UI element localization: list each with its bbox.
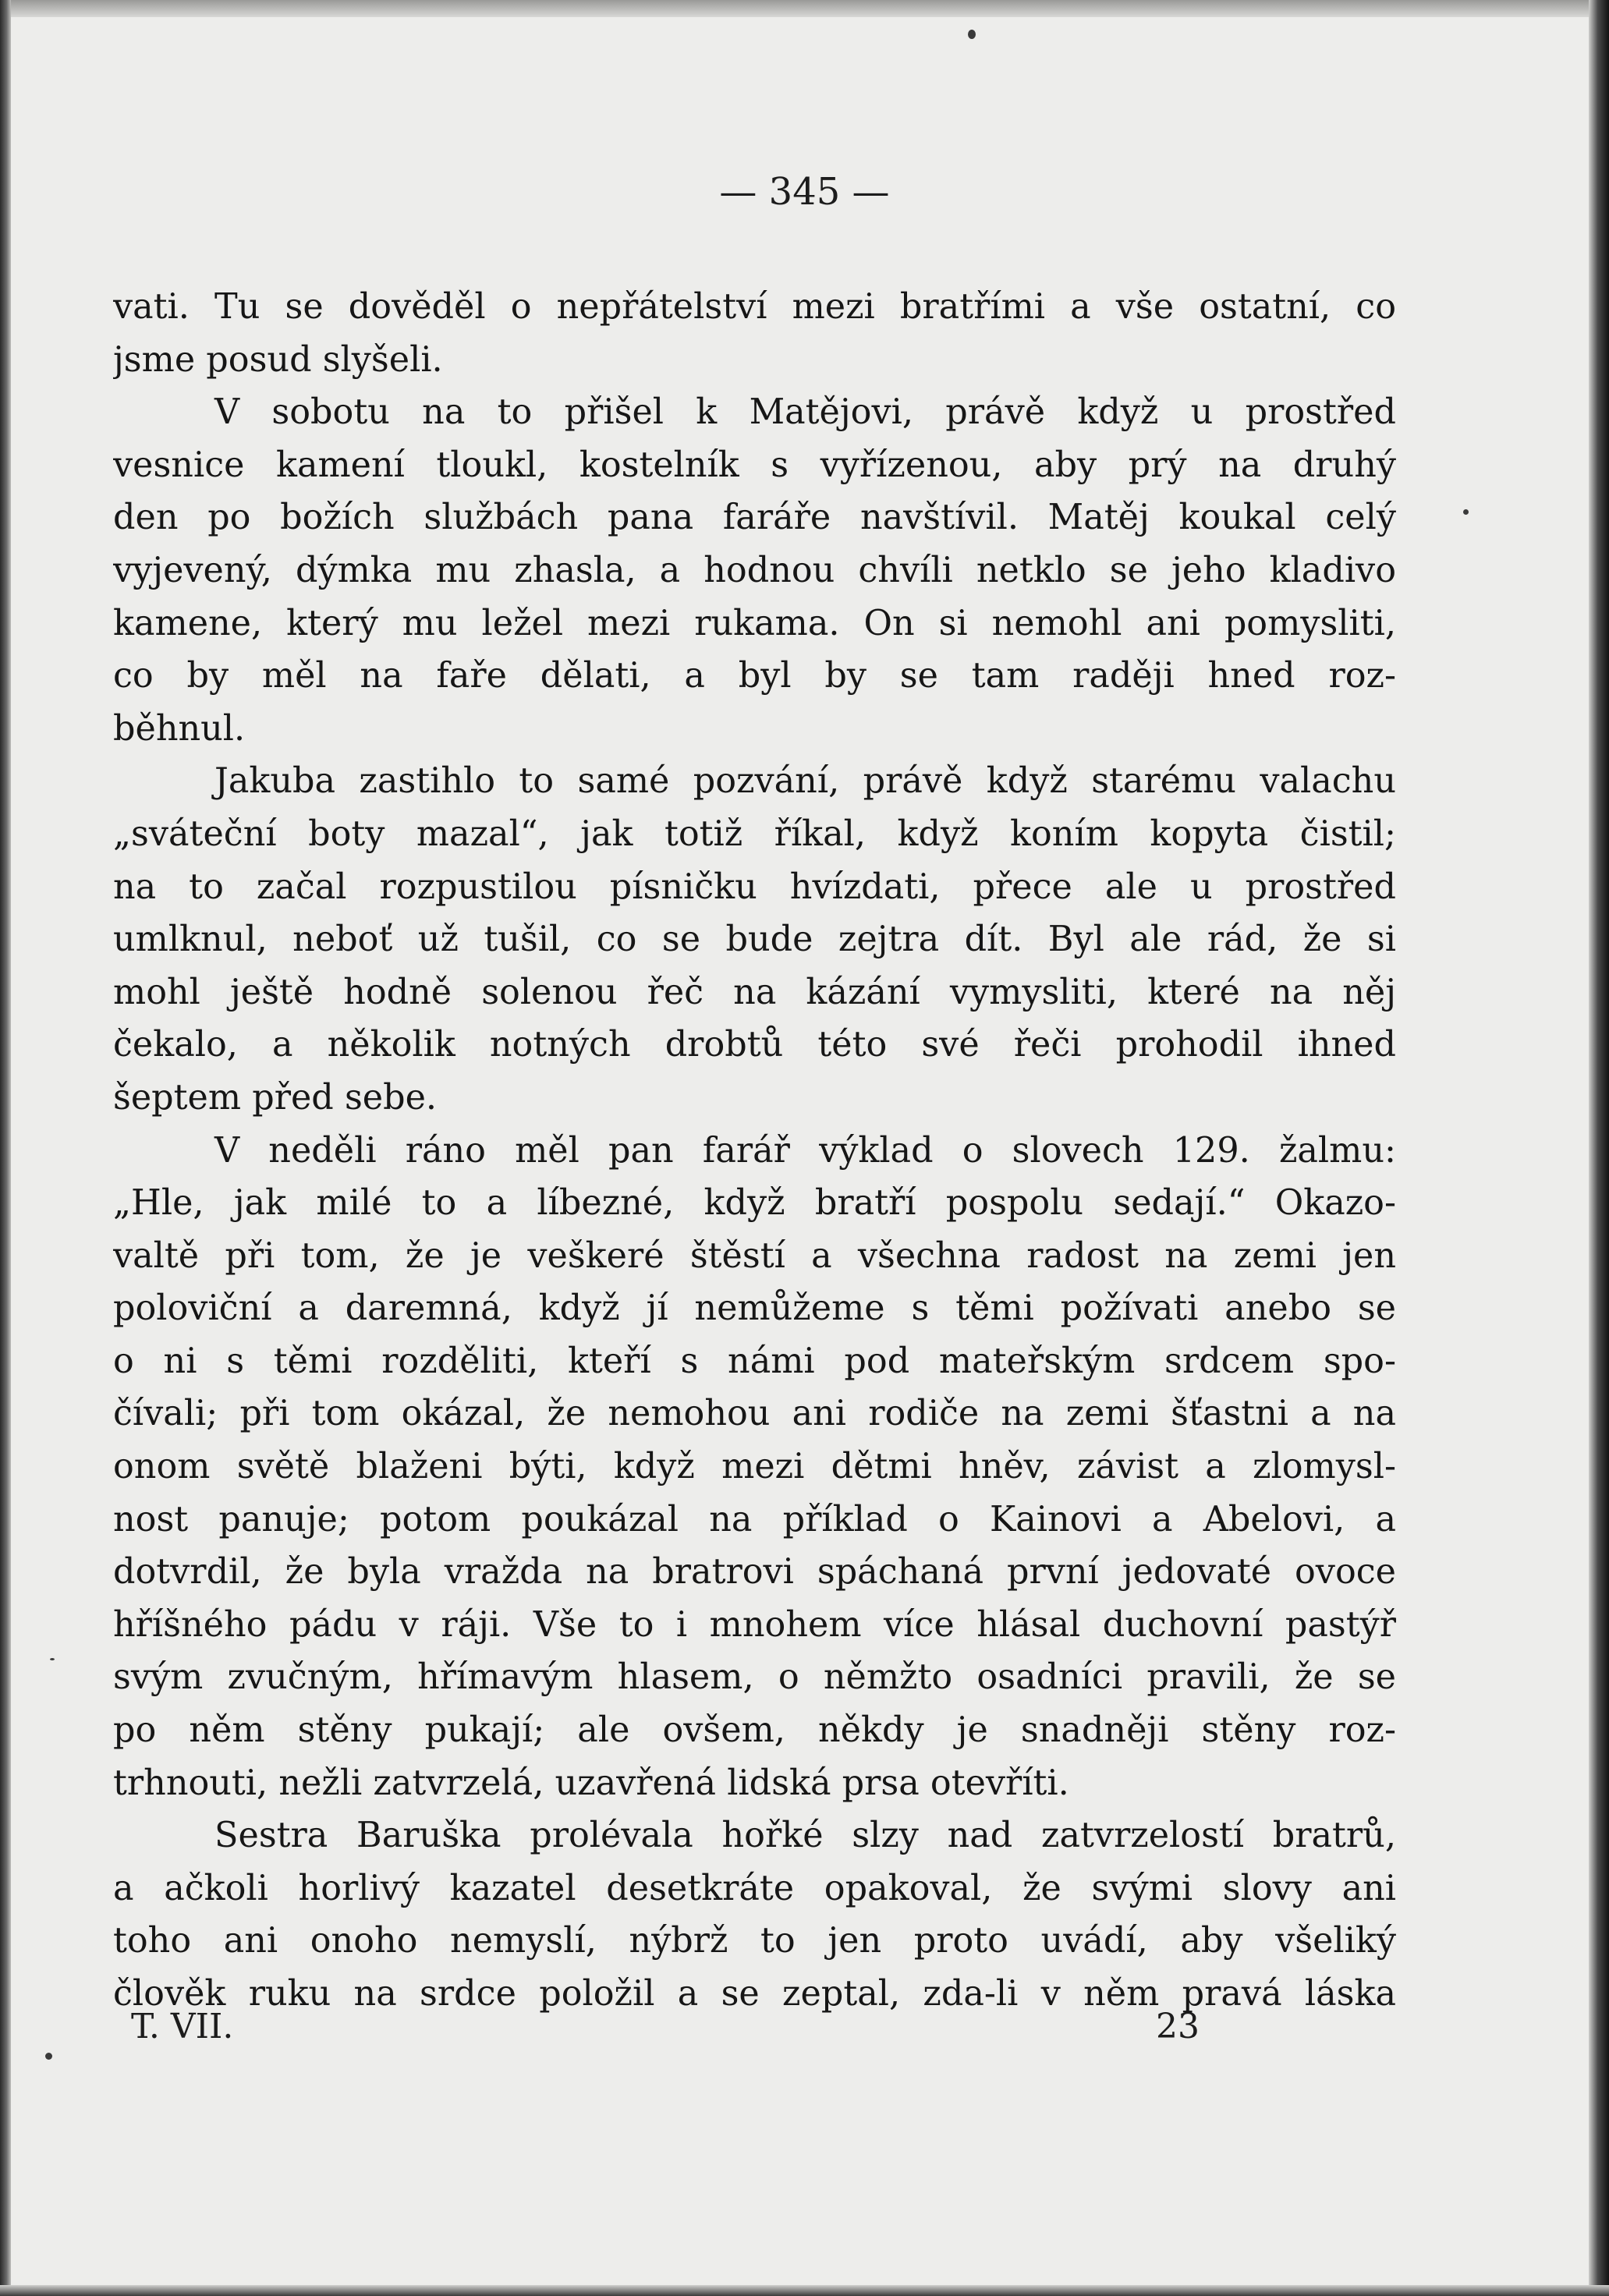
- text-line: mohl ještě hodně solenou řeč na kázání vymysliti, které na něj: [113, 972, 1396, 1012]
- text-line: Sestra Baruška prolévala hořké slzy nad zatvrzelostí bratrů,: [214, 1816, 1396, 1856]
- text-line: vesnice kamení tloukl, kostelník s vyřízenou, aby prý na druhý: [113, 445, 1396, 485]
- text-line: toho ani onoho nemyslí, nýbrž to jen proto uvádí, aby všeliký: [113, 1921, 1396, 1961]
- footer-signature: T. VII.: [131, 2007, 234, 2046]
- text-line: a ačkoli horlivý kazatel desetkráte opakoval, že svými slovy ani: [113, 1868, 1396, 1908]
- text-line: umlknul, neboť už tušil, co se bude zejtra dít. Byl ale rád, že si: [113, 919, 1396, 960]
- text-line: Jakuba zastihlo to samé pozvání, právě když starému valachu: [214, 761, 1396, 802]
- text-line: trhnouti, nežli zatvrzelá, uzavřená lidská prsa otevříti.: [113, 1763, 1069, 1803]
- text-line: hříšného pádu v ráji. Vše to i mnohem více hlásal duchovní pastýř: [113, 1604, 1396, 1645]
- text-line: běhnul.: [113, 708, 246, 749]
- scan-edge-bottom: [0, 2285, 1609, 2296]
- text-line: valtě při tom, že je veškeré štěstí a všechna radost na zemi jen: [113, 1235, 1396, 1276]
- scan-edge-right: [1589, 0, 1609, 2296]
- text-line: nost panuje; potom poukázal na příklad o Kainovi a Abelovi, a: [113, 1499, 1396, 1540]
- text-line: po něm stěny pukají; ale ovšem, někdy je snadněji stěny roz-: [113, 1710, 1396, 1751]
- text-line: šeptem před sebe.: [113, 1077, 438, 1118]
- ink-speck: [50, 1658, 55, 1660]
- ink-speck: [1463, 509, 1469, 515]
- text-line: vati. Tu se dověděl o nepřátelství mezi bratřími a vše ostatní, co: [113, 287, 1396, 327]
- text-line: čekalo, a několik notných drobtů této své řeči prohodil ihned: [113, 1025, 1396, 1065]
- text-line: vyjevený, dýmka mu zhasla, a hodnou chvíli netklo se jeho kladivo: [113, 550, 1396, 590]
- text-line: „sváteční boty mazal“, jak totiž říkal, když koním kopyta čistil;: [113, 813, 1396, 854]
- text-line: onom světě blaženi býti, když mezi dětmi hněv, závist a zlomysl-: [113, 1447, 1396, 1487]
- text-line: V neděli ráno měl pan farář výklad o slovech 129. žalmu:: [214, 1130, 1396, 1171]
- text-line: V sobotu na to přišel k Matějovi, právě když u prostřed: [214, 392, 1396, 433]
- text-line: den po božích službách pana faráře navštívil. Matěj koukal celý: [113, 498, 1396, 538]
- footer-sheet-number: 23: [1156, 2007, 1200, 2046]
- scan-edge-left: [0, 0, 11, 2296]
- text-line: kamene, který mu ležel mezi rukama. On si nemohl ani pomysliti,: [113, 603, 1396, 643]
- text-line: „Hle, jak milé to a líbezné, když bratří pospolu sedají.“ Okazo-: [113, 1183, 1396, 1224]
- ink-speck: [968, 30, 976, 39]
- body-text: [113, 281, 1396, 2021]
- ink-speck: [45, 2053, 52, 2060]
- text-line: na to začal rozpustilou písničku hvízdati, přece ale u prostřed: [113, 866, 1396, 907]
- text-line: poloviční a daremná, když jí nemůžeme s těmi požívati anebo se: [113, 1288, 1396, 1329]
- text-line: jsme posud slyšeli.: [113, 339, 443, 380]
- text-line: svým zvučným, hřímavým hlasem, o němžto osadníci pravili, že se: [113, 1657, 1396, 1698]
- page-number: — 345 —: [719, 170, 890, 214]
- text-line: co by měl na faře dělati, a byl by se tam raději hned roz-: [113, 656, 1396, 696]
- text-line: dotvrdil, že byla vražda na bratrovi spáchaná první jedovaté ovoce: [113, 1552, 1396, 1593]
- text-line: o ni s těmi rozděliti, kteří s námi pod mateřským srdcem spo-: [113, 1341, 1396, 1381]
- text-line: čívali; při tom okázal, že nemohou ani rodiče na zemi šťastni a na: [113, 1394, 1396, 1434]
- scan-edge-top: [0, 0, 1609, 17]
- text-line: člověk ruku na srdce položil a se zeptal, zda-li v něm pravá láska: [113, 1974, 1396, 2014]
